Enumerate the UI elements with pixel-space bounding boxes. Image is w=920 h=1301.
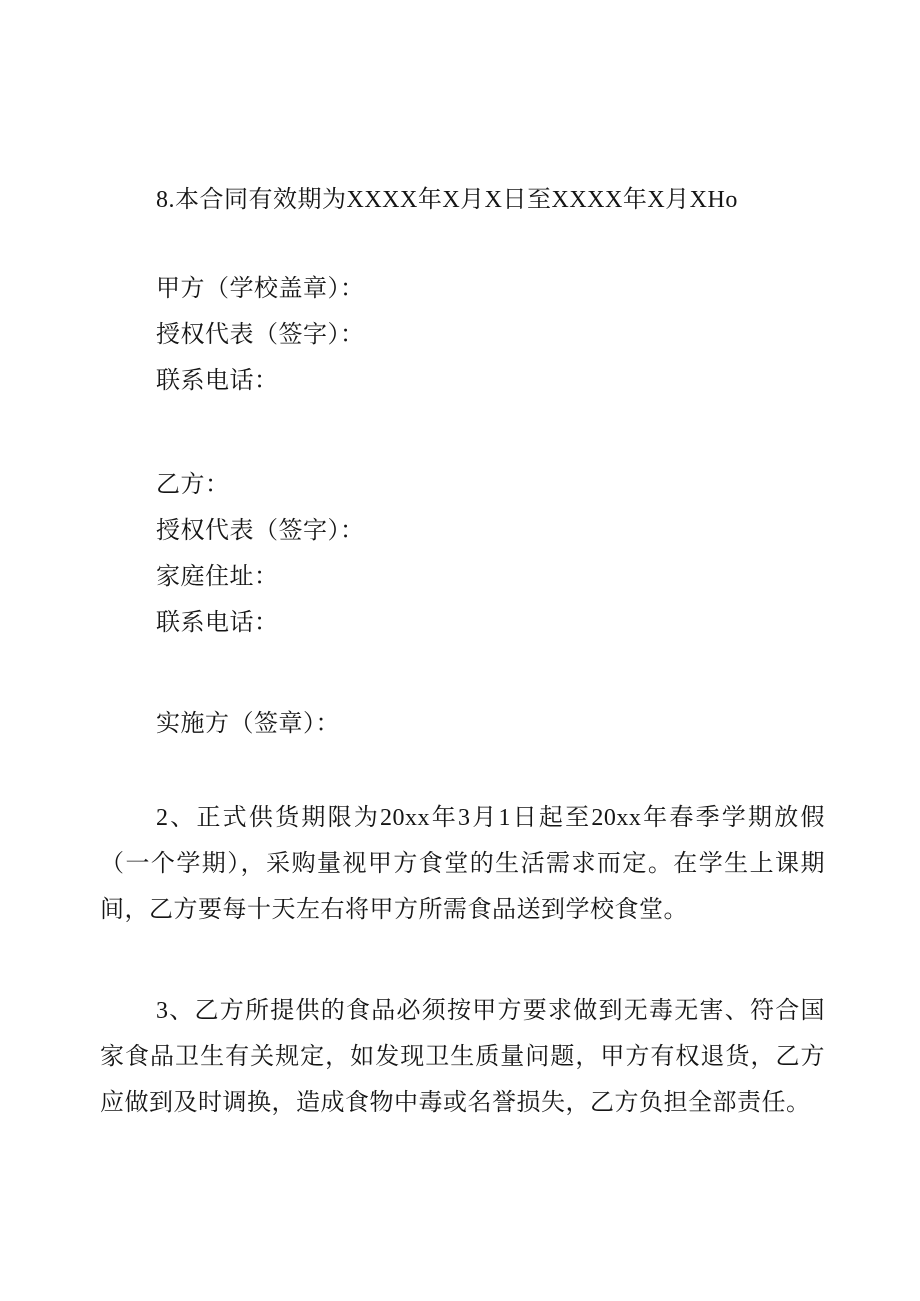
clause-2-paragraph: 2、正式供货期限为20xx年3月1日起至20xx年春季学期放假（一个学期），采购量视甲方食堂的生活需求而定。在学生上课期间，乙方要每十天左右将甲方所需食品送到学校食堂。 [100, 805, 825, 923]
party-a-seal-label: 甲方（学校盖章）： [156, 276, 365, 302]
party-b-phone-label: 联系电话： [156, 610, 279, 636]
clause-validity-line: 8.本合同有效期为XXXX年X月X日至XXXX年X月XHo [156, 187, 738, 213]
party-b-representative-label: 授权代表（签字）： [156, 518, 365, 544]
clause-3-paragraph: 3、乙方所提供的食品必须按甲方要求做到无毒无害、符合国家食品卫生有关规定，如发现卫生质量问题，甲方有权退货，乙方应做到及时调换，造成食物中毒或名誉损失，乙方负担全部责任。 [100, 998, 825, 1116]
implementer-seal-label: 实施方（签章）： [156, 711, 340, 737]
party-b-name-label: 乙方： [156, 472, 230, 498]
party-b-address-label: 家庭住址： [156, 564, 279, 590]
party-a-representative-label: 授权代表（签字）： [156, 322, 365, 348]
party-a-phone-label: 联系电话： [156, 368, 279, 394]
